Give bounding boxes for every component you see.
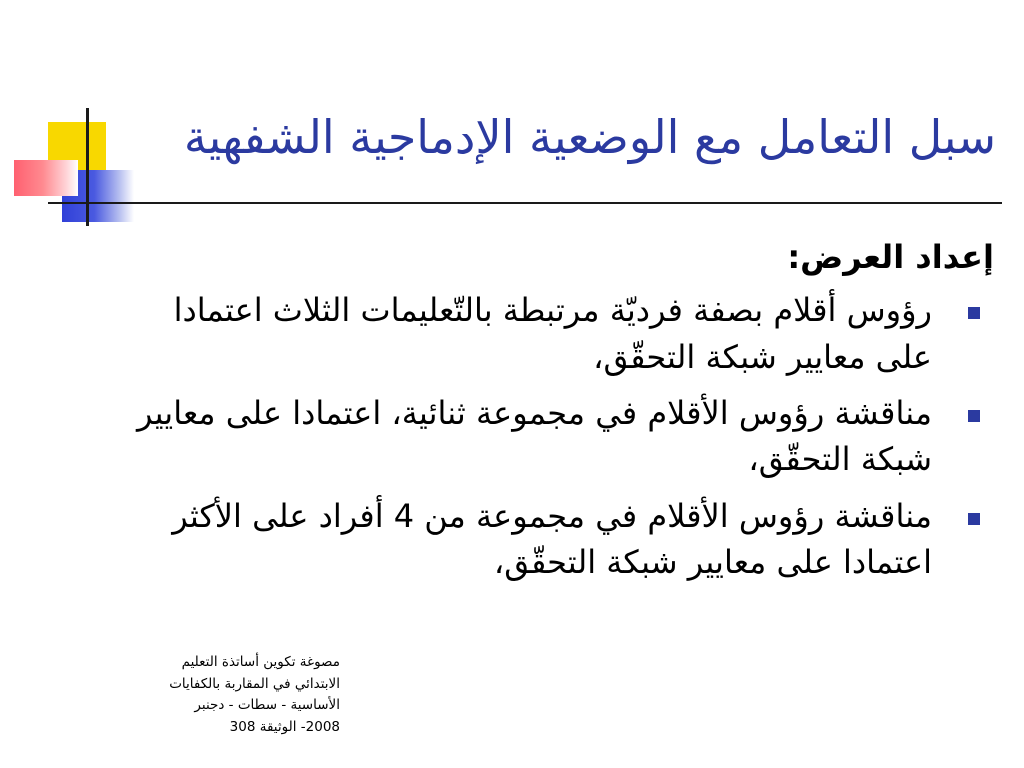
bullet-item xyxy=(134,390,994,483)
red-square-decoration xyxy=(14,160,78,196)
vertical-line-decoration xyxy=(86,108,89,226)
square-bullet-icon xyxy=(968,307,980,319)
square-bullet-icon xyxy=(968,513,980,525)
footer-line: الأساسية - سطات - دجنبر xyxy=(194,697,340,714)
title-underline xyxy=(90,202,1002,204)
section-heading: إعداد العرض: xyxy=(787,238,994,276)
slide-footer xyxy=(140,652,340,738)
footer-line: 2008- الوثيقة 308 xyxy=(229,718,340,735)
square-bullet-icon xyxy=(968,410,980,422)
bullet-text: رؤوس أقلام بصفة فرديّة مرتبطة بالتّعليمات الثلاث اعتمادا على معايير شبكة التحقّق، xyxy=(173,291,932,376)
bullet-text: مناقشة رؤوس الأقلام في مجموعة ثنائية، اعتمادا على معايير شبكة التحقّق، xyxy=(136,393,932,479)
footer-line: الابتدائي في المقاربة بالكفايات xyxy=(169,675,340,692)
bullet-text: مناقشة رؤوس الأقلام في مجموعة من 4 أفراد على الأكثر اعتمادا على معايير شبكة التحقّق، xyxy=(172,496,932,582)
slide-title: سبل التعامل مع الوضعية الإدماجية الشفهية xyxy=(183,110,996,164)
bullet-list xyxy=(134,287,994,585)
decorative-squares xyxy=(0,0,140,230)
slide-body xyxy=(134,236,994,596)
bullet-item xyxy=(134,287,994,380)
bullet-item xyxy=(134,493,994,586)
footer-line: مصوغة تكوين أساتذة التعليم xyxy=(181,654,340,670)
